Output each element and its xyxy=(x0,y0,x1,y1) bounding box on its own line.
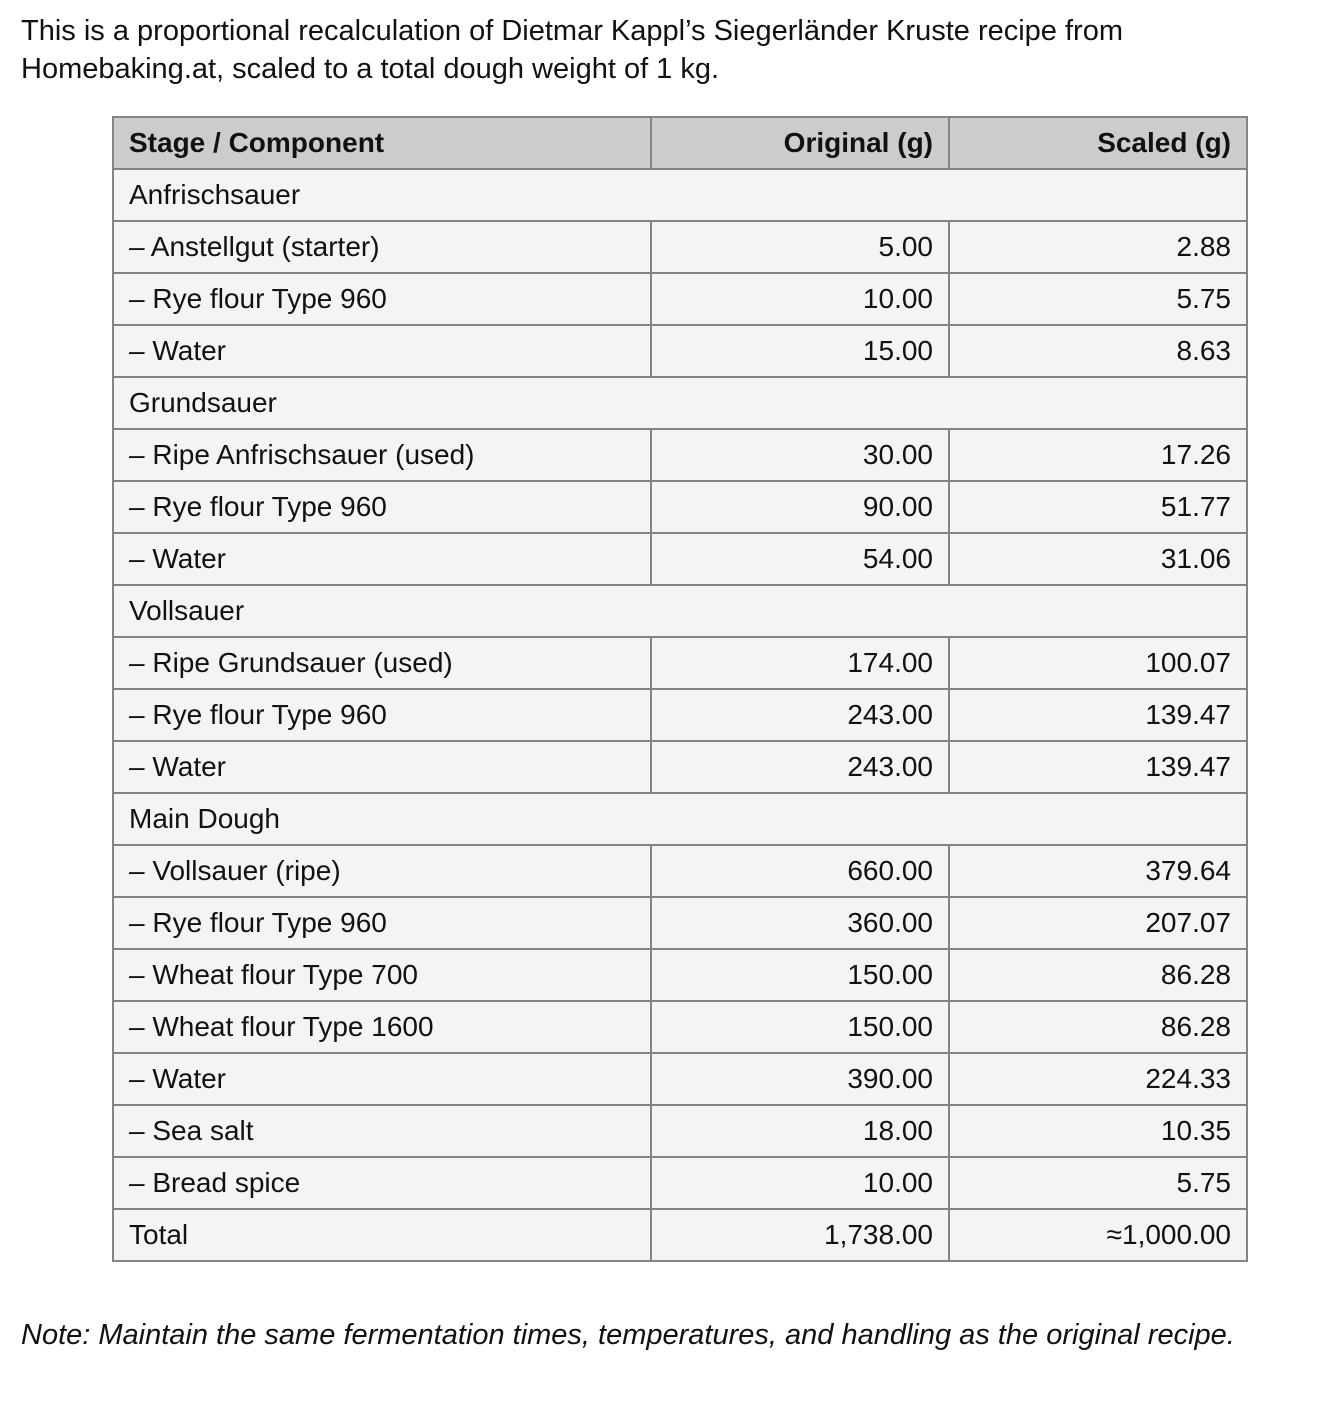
component-label: – Bread spice xyxy=(113,1157,651,1209)
table-row xyxy=(113,1105,1247,1157)
component-label: – Water xyxy=(113,741,651,793)
section-label: Main Dough xyxy=(113,793,1247,845)
original-value: 54.00 xyxy=(651,533,949,585)
original-value: 390.00 xyxy=(651,1053,949,1105)
table-row xyxy=(113,273,1247,325)
original-value: 660.00 xyxy=(651,845,949,897)
scaled-value: 86.28 xyxy=(949,1001,1247,1053)
scaled-value: 139.47 xyxy=(949,741,1247,793)
scaled-value: 207.07 xyxy=(949,897,1247,949)
section-label: Vollsauer xyxy=(113,585,1247,637)
table-row xyxy=(113,533,1247,585)
component-label: – Anstellgut (starter) xyxy=(113,221,651,273)
table-row xyxy=(113,741,1247,793)
table-row xyxy=(113,1157,1247,1209)
original-value: 10.00 xyxy=(651,1157,949,1209)
original-value: 243.00 xyxy=(651,689,949,741)
component-label: – Wheat flour Type 1600 xyxy=(113,1001,651,1053)
component-label: – Sea salt xyxy=(113,1105,651,1157)
original-value: 90.00 xyxy=(651,481,949,533)
table-row xyxy=(113,325,1247,377)
note-text: Note: Maintain the same fermentation times, temperatures, and handling as the original recipe. xyxy=(21,1319,1235,1351)
component-label: – Rye flour Type 960 xyxy=(113,897,651,949)
original-value: 15.00 xyxy=(651,325,949,377)
section-row xyxy=(113,585,1247,637)
scaled-value: 51.77 xyxy=(949,481,1247,533)
recipe-table xyxy=(112,116,1248,1262)
component-label: – Rye flour Type 960 xyxy=(113,481,651,533)
scaled-value: 5.75 xyxy=(949,1157,1247,1209)
table-row xyxy=(113,637,1247,689)
section-row xyxy=(113,169,1247,221)
component-label: Total xyxy=(113,1209,651,1261)
scaled-value: 31.06 xyxy=(949,533,1247,585)
col-header-original: Original (g) xyxy=(651,117,949,169)
section-label: Anfrischsauer xyxy=(113,169,1247,221)
col-header-stage-component: Stage / Component xyxy=(113,117,651,169)
original-value: 5.00 xyxy=(651,221,949,273)
component-label: – Ripe Grundsauer (used) xyxy=(113,637,651,689)
component-label: – Water xyxy=(113,1053,651,1105)
scaled-value: 17.26 xyxy=(949,429,1247,481)
original-value: 10.00 xyxy=(651,273,949,325)
table-row xyxy=(113,1001,1247,1053)
table-row xyxy=(113,429,1247,481)
scaled-value: 8.63 xyxy=(949,325,1247,377)
scaled-value: 224.33 xyxy=(949,1053,1247,1105)
original-value: 360.00 xyxy=(651,897,949,949)
scaled-value: 2.88 xyxy=(949,221,1247,273)
component-label: – Water xyxy=(113,533,651,585)
section-row xyxy=(113,377,1247,429)
table-row xyxy=(113,1053,1247,1105)
component-label: – Vollsauer (ripe) xyxy=(113,845,651,897)
scaled-value: 5.75 xyxy=(949,273,1247,325)
table-header-row xyxy=(113,117,1247,169)
table-body xyxy=(113,169,1247,1261)
scaled-value: 139.47 xyxy=(949,689,1247,741)
table-row xyxy=(113,845,1247,897)
scaled-value: 86.28 xyxy=(949,949,1247,1001)
table-row xyxy=(113,897,1247,949)
original-value: 150.00 xyxy=(651,949,949,1001)
scaled-value: 10.35 xyxy=(949,1105,1247,1157)
component-label: – Water xyxy=(113,325,651,377)
scaled-value: 379.64 xyxy=(949,845,1247,897)
table-row xyxy=(113,949,1247,1001)
component-label: – Ripe Anfrischsauer (used) xyxy=(113,429,651,481)
component-label: – Rye flour Type 960 xyxy=(113,689,651,741)
col-header-scaled: Scaled (g) xyxy=(949,117,1247,169)
component-label: – Wheat flour Type 700 xyxy=(113,949,651,1001)
original-value: 1,738.00 xyxy=(651,1209,949,1261)
intro-text: This is a proportional recalculation of Dietmar Kappl’s Siegerländer Kruste recipe from Homebaking.at, scaled to a total dough weight of 1 kg. xyxy=(21,15,1123,85)
original-value: 150.00 xyxy=(651,1001,949,1053)
scaled-value: ≈1,000.00 xyxy=(949,1209,1247,1261)
original-value: 18.00 xyxy=(651,1105,949,1157)
original-value: 243.00 xyxy=(651,741,949,793)
component-label: – Rye flour Type 960 xyxy=(113,273,651,325)
total-row xyxy=(113,1209,1247,1261)
table-row xyxy=(113,481,1247,533)
table-row xyxy=(113,689,1247,741)
section-row xyxy=(113,793,1247,845)
original-value: 174.00 xyxy=(651,637,949,689)
scaled-value: 100.07 xyxy=(949,637,1247,689)
section-label: Grundsauer xyxy=(113,377,1247,429)
table-row xyxy=(113,221,1247,273)
original-value: 30.00 xyxy=(651,429,949,481)
